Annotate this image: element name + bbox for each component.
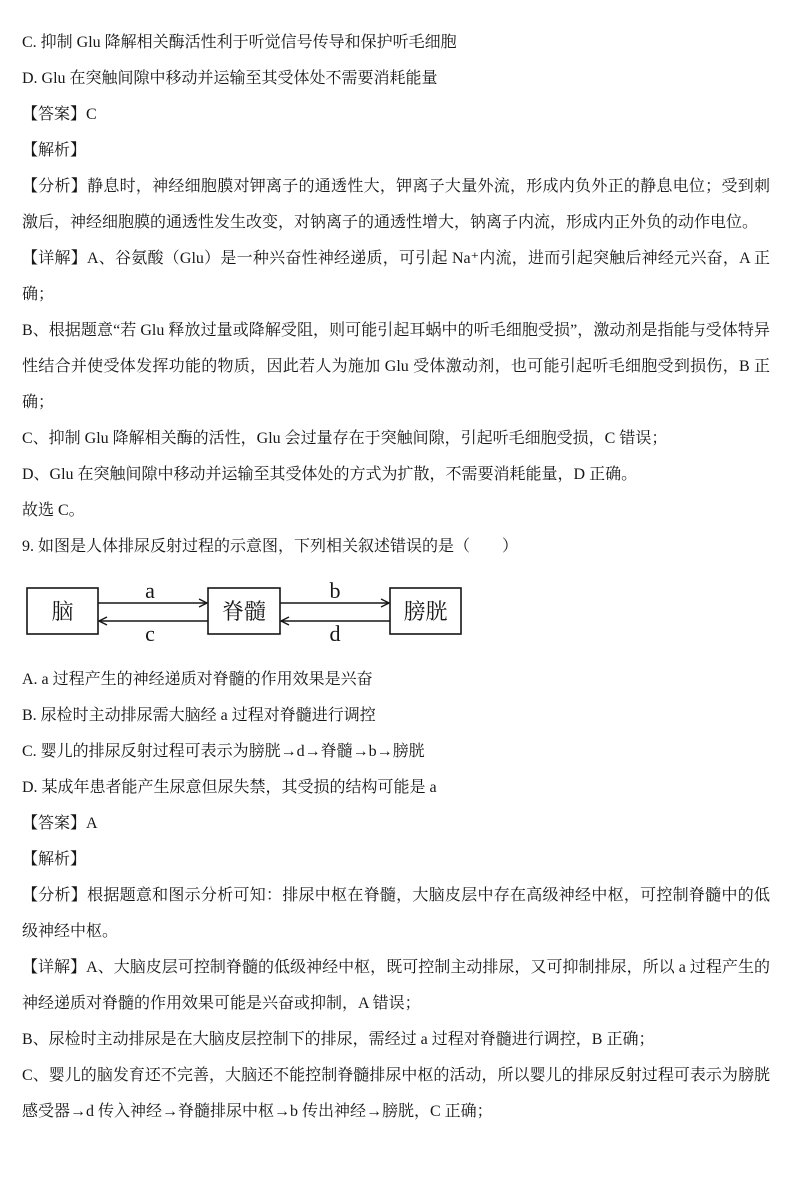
q9-option-d: D. 某成年患者能产生尿意但尿失禁，其受损的结构可能是 a <box>22 779 437 796</box>
prev-analysis-line: 激后，神经细胞膜的通透性发生改变，对钠离子的通透性增大，钠离子内流，形成内正外负的动作电位。 <box>22 214 759 231</box>
q9-detail-line: 神经递质对脊髓的作用效果可能是兴奋或抑制，A 错误； <box>22 995 421 1012</box>
q9-option-b: B. 尿检时主动排尿需大脑经 a 过程对脊髓进行调控 <box>22 707 376 724</box>
prev-option-d: D. Glu 在突触间隙中移动并运输至其受体处不需要消耗能量 <box>22 70 438 87</box>
arrow-d-label: d <box>329 621 341 646</box>
q9-analysis-line: 【分析】根据题意和图示分析可知：排尿中枢在脊髓，大脑皮层中存在高级神经中枢，可控制脊髓中的低 <box>22 887 770 904</box>
diagram-box-bladder-label: 膀胱 <box>403 599 448 624</box>
prev-analysis-line: 【分析】静息时，神经细胞膜对钾离子的通透性大，钾离子大量外流，形成内负外正的静息电位；受到刺 <box>22 178 770 195</box>
prev-detail-line: 性结合并使受体发挥功能的物质，因此若人为施加 Glu 受体激动剂，也可能引起听毛细胞受到损伤，B 正 <box>22 358 770 375</box>
q9-option-c: C. 婴儿的排尿反射过程可表示为膀胱→d→脊髓→b→膀胱 <box>22 743 425 760</box>
arrow-c-label: c <box>145 621 155 646</box>
prev-answer: 【答案】C <box>22 106 97 123</box>
prev-detail-line: 【详解】A、谷氨酸（Glu）是一种兴奋性神经递质，可引起 Na⁺内流，进而引起突触后神经元兴奋，A 正 <box>22 250 770 267</box>
q9-analysis-line: 级神经中枢。 <box>22 923 119 940</box>
q9-detail-line: C、婴儿的脑发育还不完善，大脑还不能控制脊髓排尿中枢的活动，所以婴儿的排尿反射过程可表示为膀胱 <box>22 1067 770 1084</box>
prev-explanation-heading: 【解析】 <box>22 142 87 159</box>
q9-detail-line: 感受器→d 传入神经→脊髓排尿中枢→b 传出神经→膀胱，C 正确； <box>22 1103 493 1120</box>
prev-detail-line: 确； <box>22 394 55 411</box>
reflex-diagram-svg <box>0 578 480 650</box>
q9-detail-line: 【详解】A、大脑皮层可控制脊髓的低级神经中枢，既可控制主动排尿，又可抑制排尿，所以 a 过程产生的 <box>22 959 770 976</box>
prev-detail-line: 确； <box>22 286 55 303</box>
q9-diagram <box>0 565 800 662</box>
prev-detail-line: B、根据题意“若 Glu 释放过量或降解受阻，则可能引起耳蜗中的听毛细胞受损”，激动剂是指能与受体特异 <box>22 322 770 339</box>
prev-detail-line: D、Glu 在突触间隙中移动并运输至其受体处的方式为扩散，不需要消耗能量，D 正确。 <box>22 466 638 483</box>
prev-conclusion: 故选 C。 <box>22 502 85 519</box>
diagram-box-brain-label: 脑 <box>51 599 74 624</box>
q9-option-a: A. a 过程产生的神经递质对脊髓的作用效果是兴奋 <box>22 671 373 688</box>
q9-stem: 9. 如图是人体排尿反射过程的示意图，下列相关叙述错误的是（ ） <box>22 538 519 555</box>
prev-detail-line: C、抑制 Glu 降解相关酶的活性，Glu 会过量存在于突触间隙，引起听毛细胞受损，C 错误； <box>22 430 668 447</box>
q9-explanation-heading: 【解析】 <box>22 851 87 868</box>
prev-option-c: C. 抑制 Glu 降解相关酶活性利于听觉信号传导和保护听毛细胞 <box>22 34 457 51</box>
diagram-box-spinal-cord-label: 脊髓 <box>221 599 267 624</box>
q9-detail-line: B、尿检时主动排尿是在大脑皮层控制下的排尿，需经过 a 过程对脊髓进行调控，B 正确； <box>22 1031 655 1048</box>
arrow-a-label: a <box>145 578 155 603</box>
arrow-b-label: b <box>329 578 341 603</box>
q9-answer: 【答案】A <box>22 815 98 832</box>
